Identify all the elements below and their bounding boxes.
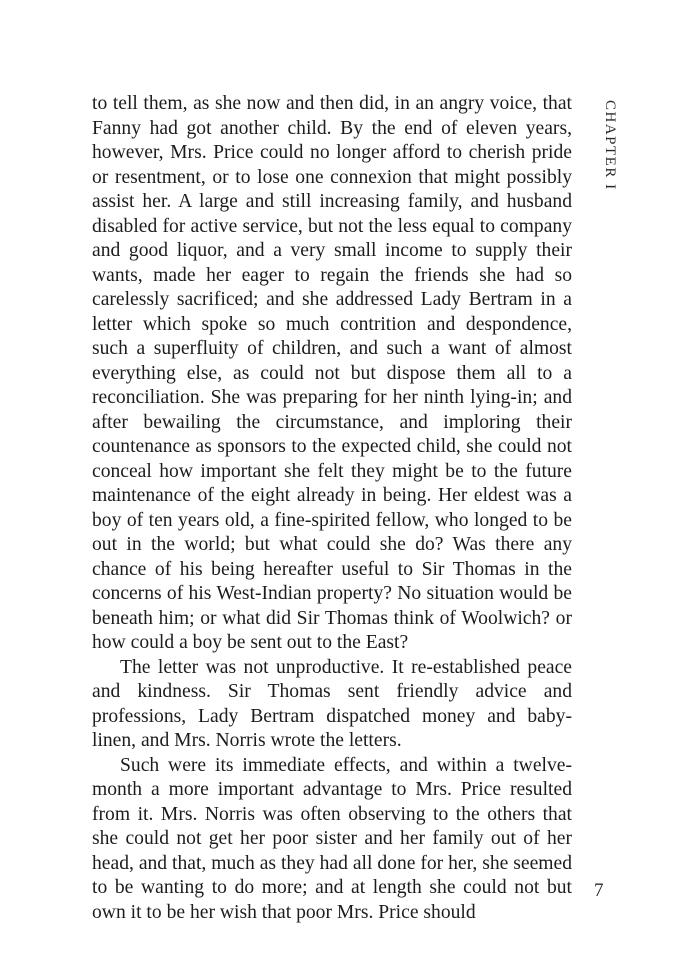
running-head: CHAPTER I [602, 100, 618, 191]
paragraph: Such were its immediate effects, and within a twelve-month a more important advantage to Mrs. Price resulted from it. Mrs. Norris was often observing to the others that she could not get her poor sister and her family out of her head, and that, much as they had all done for her, she seemed to be wanting to do more; and at length she could not but own it to be her wish that poor Mrs. Price should [92, 754, 572, 923]
paragraph: The letter was not unproductive. It re-established peace and kindness. Sir Thomas sent friendly advice and professions, Lady Bertram dispatched money and baby-linen, and Mrs. Norris wrote the letters. [92, 656, 572, 751]
body-text [92, 92, 572, 925]
page-number: 7 [594, 880, 604, 901]
paragraph: to tell them, as she now and then did, in an angry voice, that Fanny had got another child. By the end of eleven years, however, Mrs. Price could no longer afford to cherish pride or resentment, or to lose one connexion that might possibly assist her. A large and still increasing family, and husband disabled for active service, but not the less equal to company and good liquor, and a very small income to supply their wants, made her eager to regain the friends she had so carelessly sacrificed; and she addressed Lady Bertram in a letter which spoke so much contrition and despondence, such a superfluity of children, and such a want of almost everything else, as could not but dispose them all to a reconciliation. She was preparing for her ninth lying-in; and after bewailing the circumstance, and imploring their countenance as sponsors to the expected child, she could not conceal how important she felt they might be to the future maintenance of the eight already in being. Her eldest was a boy of ten years old, a fine-spirited fellow, who longed to be out in the world; but what could she do? Was there any chance of his being hereafter useful to Sir Thomas in the concerns of his West-Indian property? No situation would be beneath him; or what did Sir Thomas think of Woolwich? or how could a boy be sent out to the East? [92, 93, 572, 653]
